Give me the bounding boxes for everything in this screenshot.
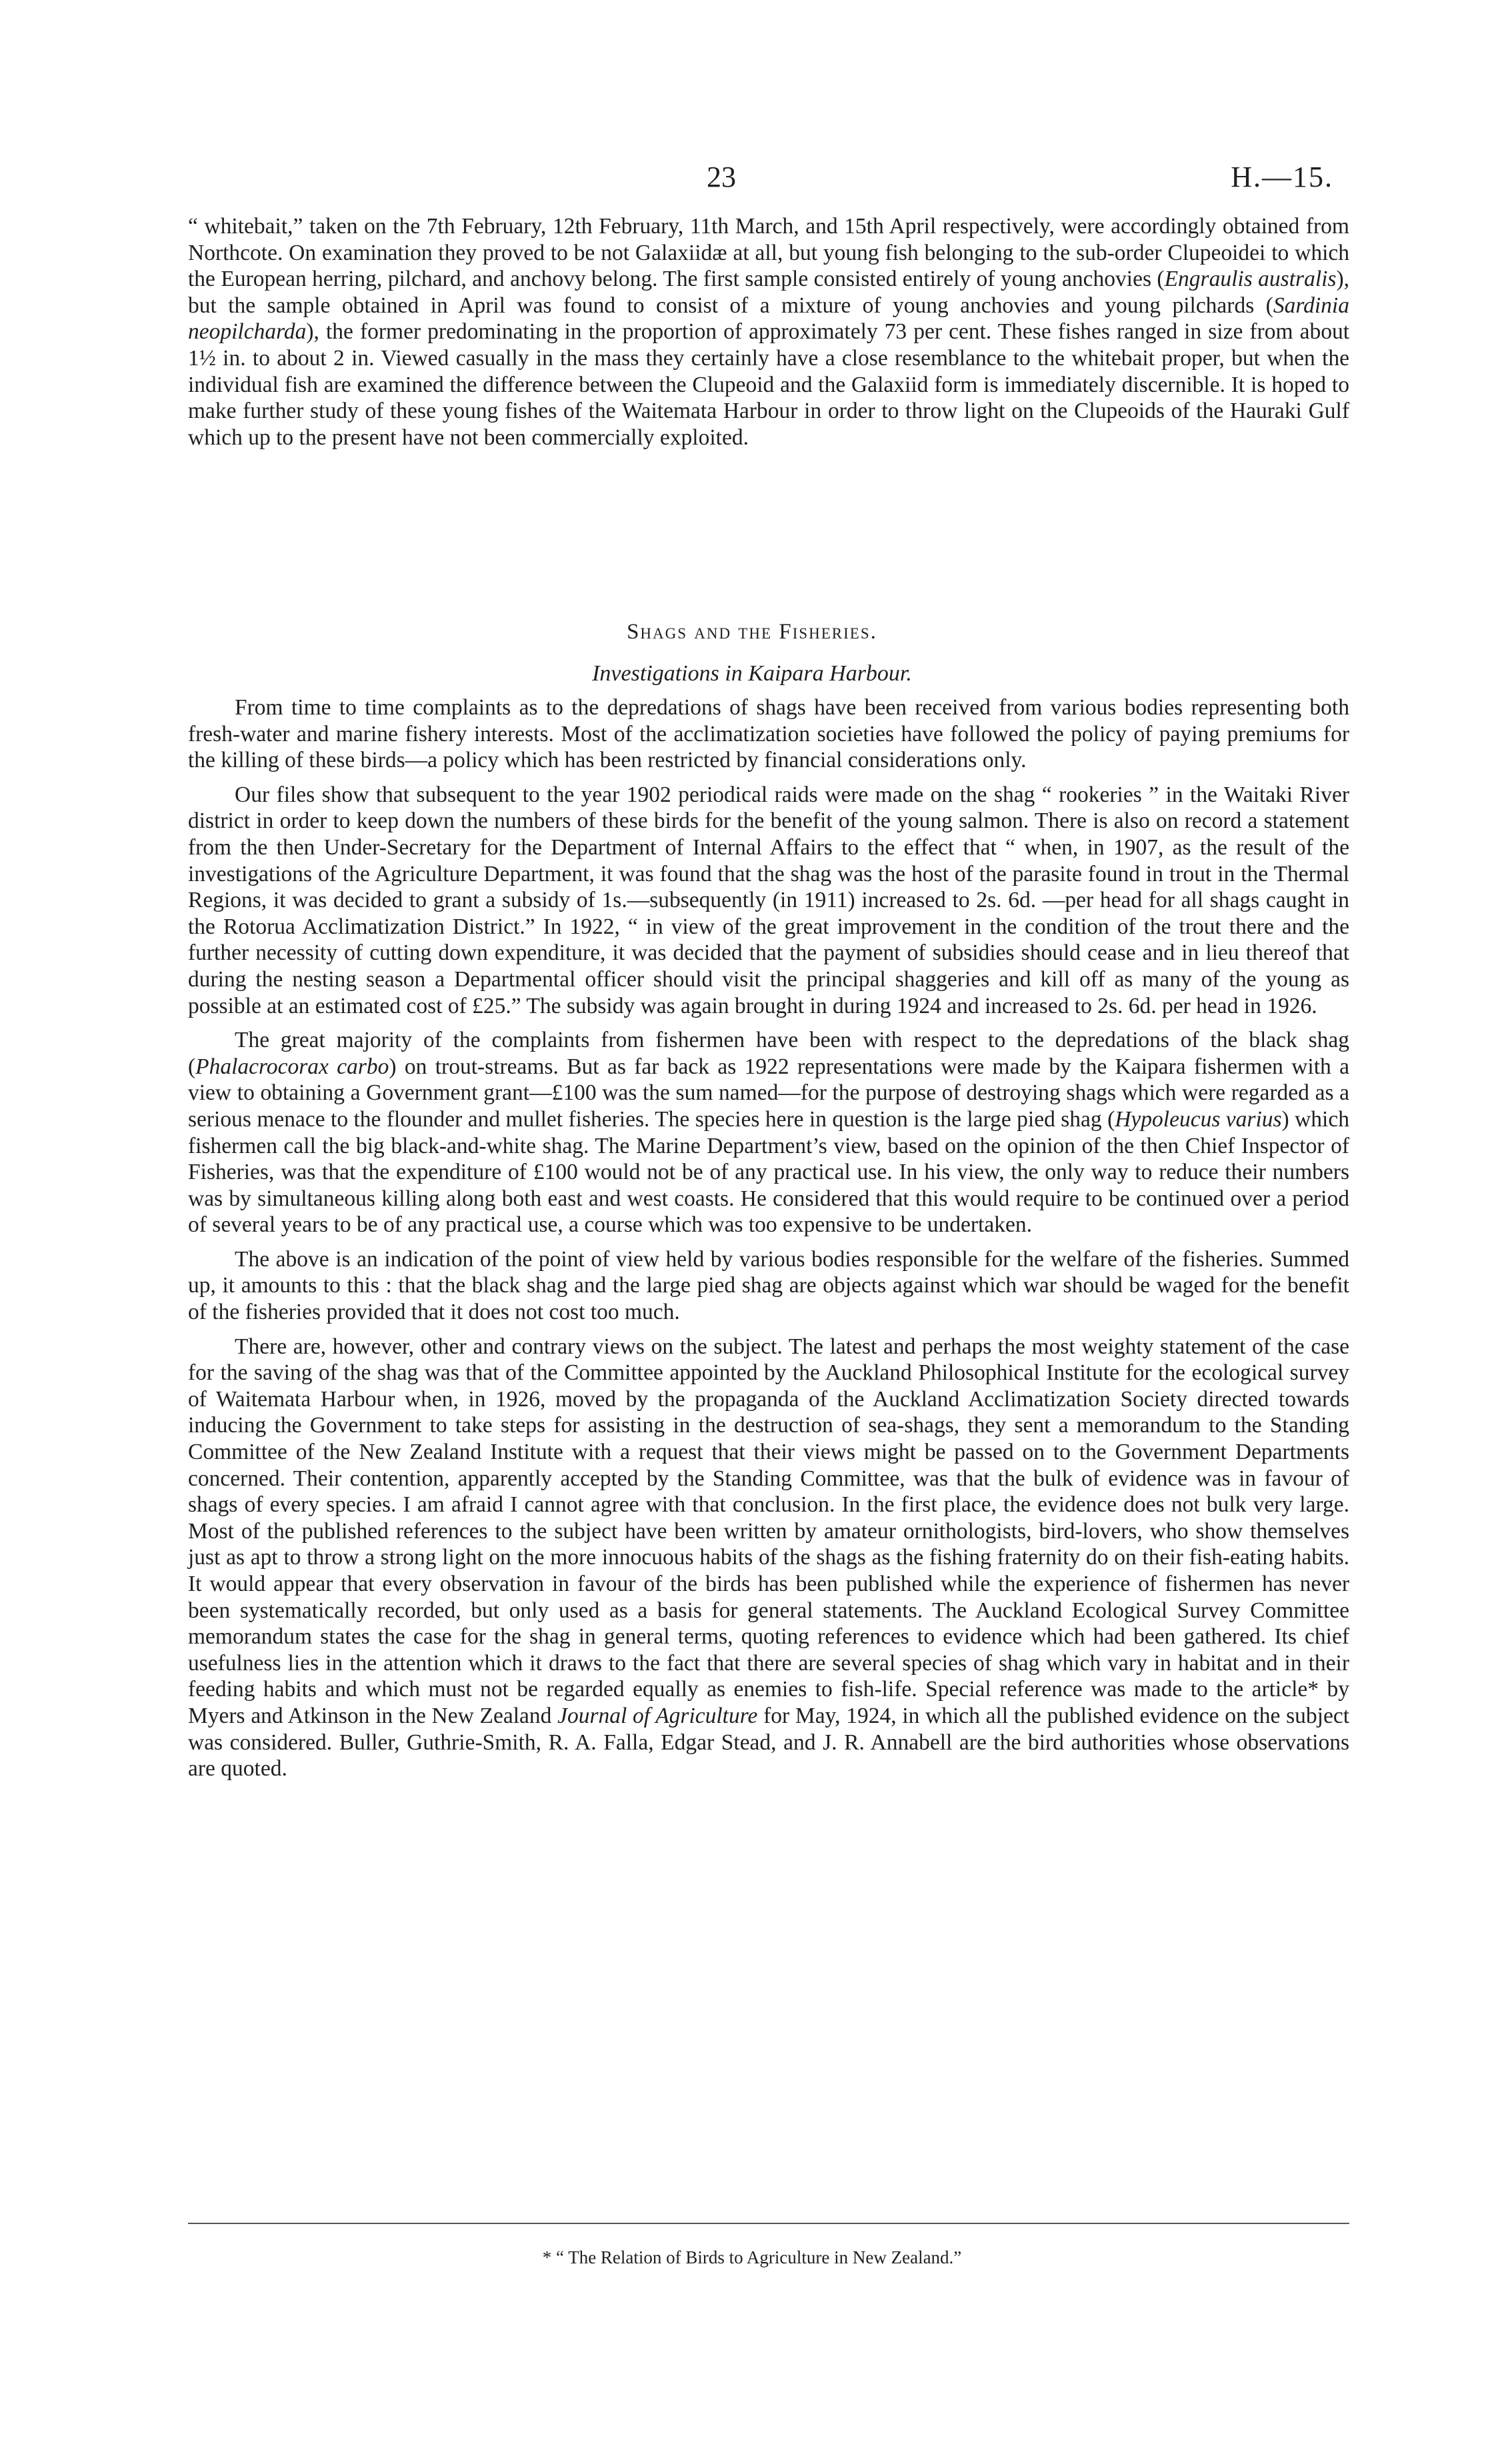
paragraph-black-shag: The great majority of the complaints from fishermen have been with respect to the depredations of the black shag (Phalacrocorax carbo) on trout-streams. But as far back as 1922 representations were made by the Kaipara fishermen with a view to obtaining a Government grant—£100 was the sum named—for the purpose of destroying shags which were regarded as a serious menace to the flounder and mullet fisheries. The species here in question is the large pied shag (Hypoleucus varius) which fishermen call the big black-and-white shag. The Marine Department’s view, based on the opinion of the then Chief Inspector of Fisheries, was that the expenditure of £100 would not be of any practical use. In his view, the only way to reduce their numbers was by simultaneous killing along both east and west coasts. He considered that this would require to be continued over a period of several years to be of any practical use, a course which was too expensive to be undertaken. xyxy=(188,1028,1349,1238)
paragraph-contrary-views: There are, however, other and contrary views on the subject. The latest and perhaps the most weighty statement of the case for the saving of the shag was that of the Committee appointed by the Auckland Philosophical Institute for the ecological survey of Waitemata Harbour when, in 1926, moved by the propaganda of the Auckland Acclimatization Society directed towards inducing the Government to take steps for assisting in the destruction of sea-shags, they sent a memorandum to the Standing Committee of the New Zealand Institute with a request that their views might be passed on to the Government Departments concerned. Their contention, apparently accepted by the Standing Committee, was that the bulk of evidence was in favour of shags of every species. I am afraid I cannot agree with that conclusion. In the first place, the evidence does not bulk very large. Most of the published references to the subject have been written by amateur ornithologists, bird-lovers, who show themselves just as apt to throw a strong light on the more innocuous habits of the shags as the fishing fraternity do on their fish-eating habits. It would appear that every observation in favour of the birds has been published while the experience of fishermen has never been systematically recorded, but only used as a basis for general statements. The Auckland Ecological Survey Committee memorandum states the case for the shag in general terms, quoting references to evidence which had been gathered. Its chief usefulness lies in the attention which it draws to the fact that there are several species of shag which vary in habitat and in their feeding habits and which must not be regarded equally as enemies to fish-life. Special reference was made to the article* by Myers and Atkinson in the New Zealand Journal of Agriculture for May, 1924, in which all the published evidence on the subject was considered. Buller, Guthrie-Smith, R. A. Falla, Edgar Stead, and J. R. Annabell are the bird authorities whose observations are quoted. xyxy=(188,1334,1350,1782)
scientific-name: Sardinia neopilcharda xyxy=(188,293,1349,345)
footnote-divider xyxy=(188,2223,1349,2224)
paragraph-whitebait: “ whitebait,” taken on the 7th February, 12th February, 11th March, and 15th April respectively, were accordingly obtained from Northcote. On examination they proved to be not Galaxiidæ at all, but young fish belonging to the sub-order Clupeoidei to which the European herring, pilchard, and anchovy belong. The first sample consisted entirely of young anchovies (Engraulis australis), but the sample obtained in April was found to consist of a mixture of young anchovies and young pilchards (Sardinia neopilcharda), the former predominating in the proportion of approximately 73 per cent. These fishes ranged in size from about 1½ in. to about 2 in. Viewed casually in the mass they certainly have a close resemblance to the whitebait proper, but when the individual fish are examined the difference between the Clupeoid and the Galaxiid form is immediately discernible. It is hoped to make further study of these young fishes of the Waitemata Harbour in order to throw light on the Clupeoids of the Hauraki Gulf which up to the present have not been commercially exploited. xyxy=(188,214,1349,450)
page-header xyxy=(0,160,1504,200)
main-text-block xyxy=(188,694,1349,1790)
scientific-name: Hypoleucus varius xyxy=(1115,1106,1282,1132)
paragraph-summary: The above is an indication of the point of view held by various bodies responsible for the welfare of the fisheries. Summed up, it amounts to this : that the black shag and the large pied shag are objects against which war should be waged for the benefit of the fisheries provided that it does not cost too much. xyxy=(188,1246,1349,1325)
paragraph-complaints: From time to time complaints as to the depredations of shags have been received from various bodies representing both fresh-water and marine fishery interests. Most of the acclimatization societies have followed the policy of paying premiums for the killing of these birds—a policy which has been restricted by financial considerations only. xyxy=(188,695,1349,773)
document-reference: H.—15. xyxy=(1231,161,1333,193)
scientific-name: Engraulis australis xyxy=(1164,267,1337,292)
section-subheading: Investigations in Kaipara Harbour. xyxy=(592,661,912,686)
scientific-name: Phalacrocorax carbo xyxy=(195,1054,389,1079)
paragraph-files: Our files show that subsequent to the year 1902 periodical raids were made on the shag “ rookeries ” in the Waitaki River district in order to keep down the numbers of these birds for the benefit of the young salmon. There is also on record a statement from the then Under-Secretary for the Department of Internal Affairs to the effect that “ when, in 1907, as the result of the investigations of the Agriculture Department, it was found that the shag was the host of the parasite found in trout in the Thermal Regions, it was decided to grant a subsidy of 1s.—subsequently (in 1911) increased to 2s. 6d. —per head for all shags caught in the Rotorua Acclimatization District.” In 1922, “ in view of the great improvement in the condition of the trout there and the further necessity of cutting down expenditure, it was decided that the payment of subsidies should cease and in lieu thereof that during the nesting season a Departmental officer should visit the principal shaggeries and kill off as many of the young as possible at an estimated cost of £25.” The subsidy was again brought in during 1924 and increased to 2s. 6d. per head in 1926. xyxy=(188,782,1349,1018)
footnote: * “ The Relation of Birds to Agriculture in New Zealand.” xyxy=(542,2247,962,2267)
intro-block xyxy=(188,213,1349,451)
page-number: 23 xyxy=(707,161,736,193)
section-heading: Shags and the Fisheries. xyxy=(627,620,877,644)
journal-title: Journal of Agriculture xyxy=(557,1703,758,1728)
